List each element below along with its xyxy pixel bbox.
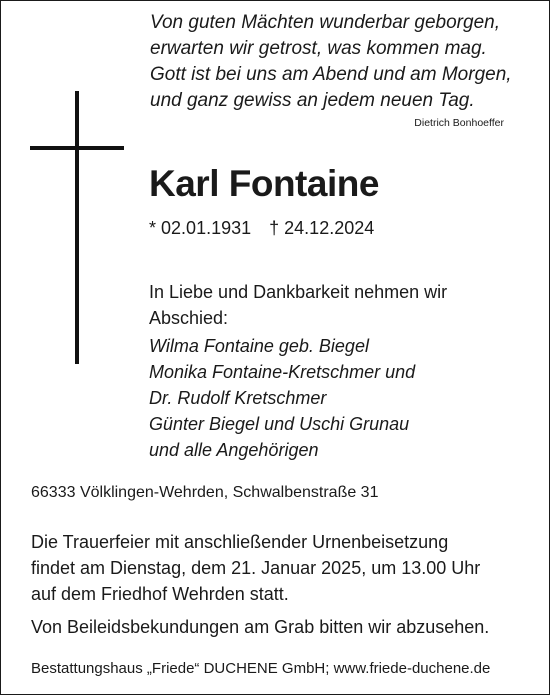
quote	[150, 10, 530, 114]
birth-date: 02.01.1931	[161, 218, 252, 238]
mourner: Dr. Rudolf Kretschmer	[149, 388, 327, 408]
service-line: auf dem Friedhof Wehrden statt.	[31, 584, 289, 604]
quote-line: erwarten wir getrost, was kommen mag.	[150, 38, 487, 59]
mourner: und alle Angehörigen	[149, 440, 319, 460]
service-line: Die Trauerfeier mit anschließender Urnenbeisetzung	[31, 532, 449, 552]
service-line: findet am Dienstag, dem 21. Januar 2025, um 13.00 Uhr	[31, 558, 481, 578]
death-symbol: †	[269, 218, 280, 238]
intro-line: In Liebe und Dankbarkeit nehmen wir	[149, 282, 448, 302]
quote-line: und ganz gewiss an jedem neuen Tag.	[150, 90, 475, 111]
farewell-intro	[149, 279, 447, 331]
funeral-home-footer: Bestattungshaus „Friede“ DUCHENE GmbH; www.friede-duchene.de	[31, 660, 491, 677]
quote-author: Dietrich Bonhoeffer	[414, 117, 504, 129]
funeral-service-info	[31, 529, 480, 607]
quote-line: Gott ist bei uns am Abend und am Morgen,	[150, 64, 512, 85]
address: 66333 Völklingen-Wehrden, Schwalbenstraße 31	[31, 484, 379, 501]
cross-horizontal-bar	[30, 146, 124, 150]
quote-line: Von guten Mächten wunderbar geborgen,	[150, 12, 500, 33]
cross-vertical-bar	[75, 91, 79, 364]
mourner: Wilma Fontaine geb. Biegel	[149, 336, 369, 356]
mourners-list	[149, 333, 415, 463]
life-dates	[149, 218, 374, 239]
intro-line: Abschied:	[149, 308, 229, 328]
mourner: Monika Fontaine-Kretschmer und	[149, 362, 416, 382]
condolence-notice: Von Beileidsbekundungen am Grab bitten wir abzusehen.	[31, 617, 490, 637]
deceased-name: Karl Fontaine	[149, 163, 379, 204]
mourner: Günter Biegel und Uschi Grunau	[149, 414, 410, 434]
birth-symbol: *	[149, 218, 157, 238]
death-date: 24.12.2024	[284, 218, 375, 238]
